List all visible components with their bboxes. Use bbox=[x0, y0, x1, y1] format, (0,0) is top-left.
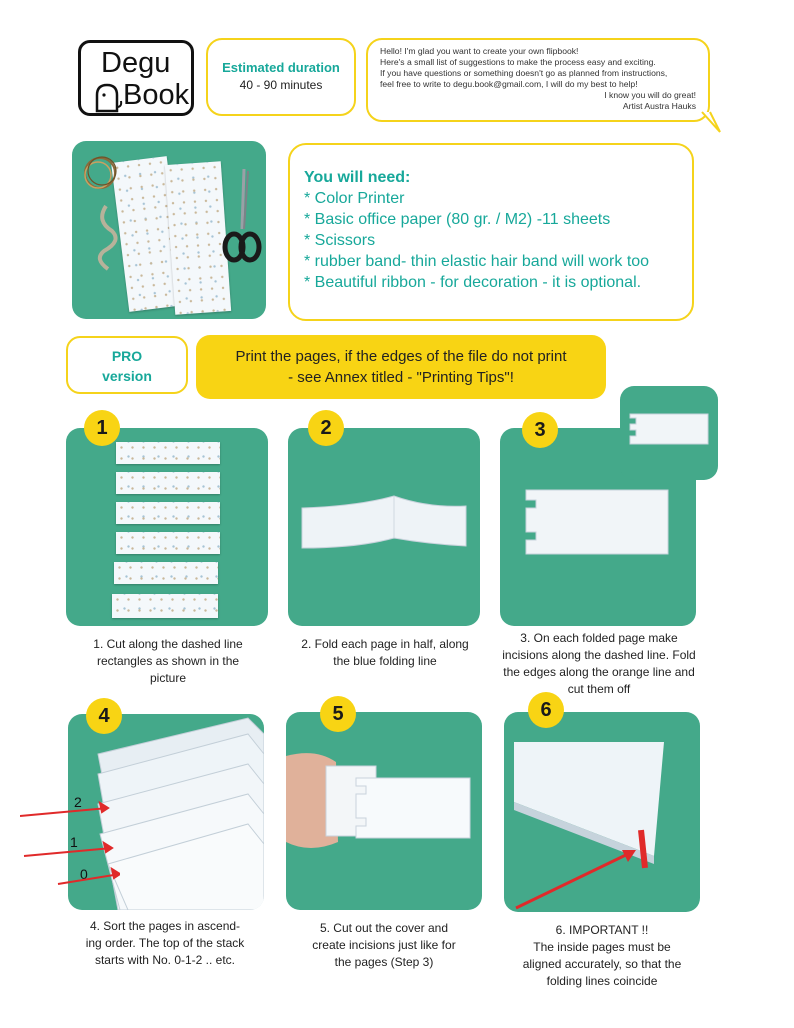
caption-line: 4. Sort the pages in ascend- bbox=[89, 919, 241, 933]
step-1-number: 1 bbox=[84, 410, 120, 446]
material-item: * Color Printer bbox=[304, 190, 405, 207]
material-item: * Beautiful ribbon - for decoration - it is optional. bbox=[304, 274, 642, 291]
degu-icon bbox=[93, 81, 123, 113]
intro-line: Here's a small list of suggestions to make the process easy and exciting. bbox=[380, 57, 656, 67]
pro-label: PRO bbox=[111, 348, 143, 364]
banner-line: Print the pages, if the edges of the file do not print bbox=[235, 348, 567, 365]
print-tip-banner bbox=[196, 335, 606, 399]
speech-bubble-tail bbox=[700, 110, 722, 134]
caption-line: 1. Cut along the dashed line bbox=[93, 637, 243, 651]
duration-value: 40 - 90 minutes bbox=[239, 78, 323, 92]
aligned-stack-illustration bbox=[504, 712, 700, 912]
caption-line: cut them off bbox=[567, 682, 631, 696]
cover-inset-illustration bbox=[628, 412, 710, 446]
caption-line: picture bbox=[149, 671, 187, 685]
step-3-caption bbox=[490, 630, 708, 698]
step-6-number: 6 bbox=[528, 692, 564, 728]
step-2-photo bbox=[288, 428, 480, 626]
caption-line: the edges along the orange line and bbox=[503, 665, 695, 679]
step-1-photo bbox=[66, 428, 268, 626]
intro-signature: Artist Austra Hauks bbox=[622, 101, 696, 111]
caption-line: starts with No. 0-1-2 .. etc. bbox=[94, 953, 236, 967]
caption-line: rectangles as shown in the bbox=[96, 654, 240, 668]
page-label-0: 0 bbox=[80, 866, 88, 882]
step-4-caption bbox=[60, 918, 270, 969]
material-item: * Basic office paper (80 gr. / M2) -11 sheets bbox=[304, 211, 611, 228]
material-item: * Scissors bbox=[304, 232, 376, 249]
caption-line: aligned accurately, so that the bbox=[522, 957, 682, 971]
logo-text-bottom: Book bbox=[123, 79, 190, 111]
materials-photo bbox=[72, 141, 266, 319]
caption-line: 5. Cut out the cover and bbox=[319, 921, 449, 935]
intro-line: feel free to write to degu.book@gmail.com, I will do my best to help! bbox=[380, 79, 638, 89]
step-2-caption bbox=[280, 636, 490, 670]
step-5-caption bbox=[278, 920, 490, 971]
caption-line: 2. Fold each page in half, along bbox=[301, 637, 469, 651]
caption-line: folding lines coincide bbox=[546, 974, 658, 988]
intro-line: If you have questions or something doesn't go as planned from instructions, bbox=[380, 68, 668, 78]
step-5-photo bbox=[286, 712, 482, 910]
caption-line: 6. IMPORTANT !! bbox=[555, 923, 649, 937]
banner-line: - see Annex titled - "Printing Tips"! bbox=[288, 369, 514, 386]
step-3-inset-photo bbox=[620, 386, 718, 480]
materials-list bbox=[288, 143, 694, 321]
caption-line: create incisions just like for bbox=[312, 938, 456, 952]
step-2-number: 2 bbox=[308, 410, 344, 446]
material-item: * rubber band- thin elastic hair band will work too bbox=[304, 253, 650, 270]
pro-version-box bbox=[66, 336, 188, 394]
degu-book-logo bbox=[78, 40, 194, 116]
page-label-1: 1 bbox=[70, 834, 78, 850]
caption-line: The inside pages must be bbox=[533, 940, 671, 954]
caption-line: ing order. The top of the stack bbox=[85, 936, 245, 950]
materials-title: You will need: bbox=[304, 169, 411, 186]
ribbon-icon bbox=[86, 201, 126, 271]
folded-page-illustration bbox=[298, 488, 470, 558]
logo-text-top: Degu bbox=[101, 47, 171, 79]
red-arrow-icon bbox=[20, 800, 120, 886]
step-4-number: 4 bbox=[86, 698, 122, 734]
step-6-caption bbox=[496, 922, 708, 990]
caption-line: incisions along the dashed line. Fold bbox=[502, 648, 696, 662]
cut-page-illustration bbox=[524, 488, 670, 556]
caption-line: 3. On each folded page make bbox=[520, 631, 678, 645]
duration-title: Estimated duration bbox=[222, 60, 340, 75]
version-label: version bbox=[102, 368, 152, 384]
scissors-icon bbox=[222, 167, 262, 267]
caption-line: the pages (Step 3) bbox=[334, 955, 434, 969]
cover-in-hand-illustration bbox=[286, 742, 482, 862]
step-6-photo bbox=[504, 712, 700, 912]
page-label-2: 2 bbox=[74, 794, 82, 810]
duration-box bbox=[206, 38, 356, 116]
step-3-number: 3 bbox=[522, 412, 558, 448]
step-5-number: 5 bbox=[320, 696, 356, 732]
intro-line: Hello! I'm glad you want to create your own flipbook! bbox=[380, 46, 579, 56]
caption-line: the blue folding line bbox=[333, 654, 437, 668]
intro-closing: I know you will do great! bbox=[604, 90, 696, 100]
intro-speech-bubble bbox=[366, 38, 710, 122]
step-1-caption bbox=[56, 636, 280, 687]
rubber-band-icon bbox=[78, 151, 122, 195]
